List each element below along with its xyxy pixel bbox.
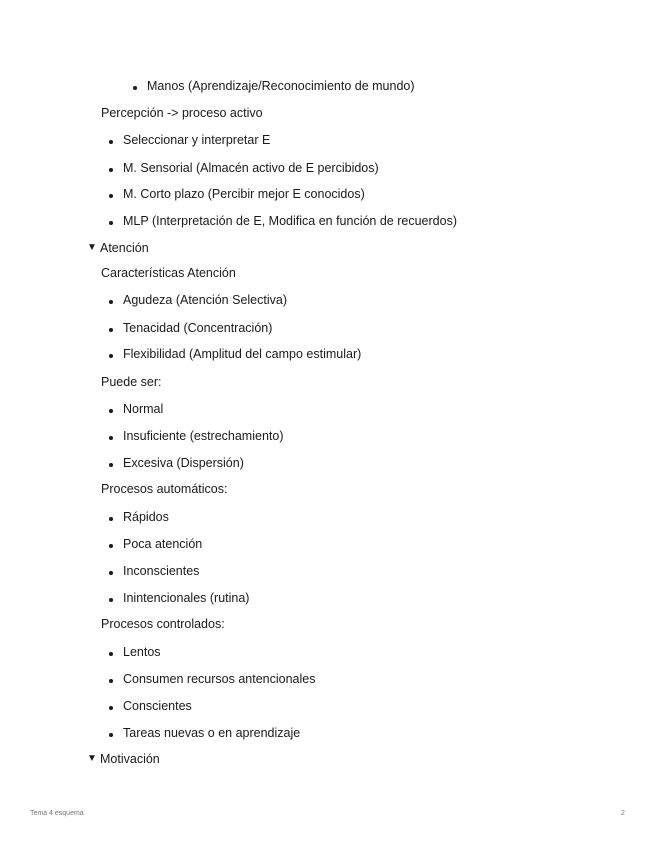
list-item: Rápidos <box>123 510 169 524</box>
list-item: Tareas nuevas o en aprendizaje <box>123 726 301 740</box>
percepcion-heading: Percepción -> proceso activo <box>101 106 263 120</box>
list-item: Consumen recursos antencionales <box>123 672 316 686</box>
list-item: Conscientes <box>123 699 192 713</box>
list-item: Seleccionar y interpretar E <box>123 133 271 147</box>
toggle-atencion[interactable]: ▼ Atención <box>100 241 149 255</box>
automaticos-heading: Procesos automáticos: <box>101 482 228 496</box>
list-item: Inintencionales (rutina) <box>123 591 250 605</box>
controlados-heading: Procesos controlados: <box>101 617 225 631</box>
list-item: Normal <box>123 402 164 416</box>
list-item: Poca atención <box>123 537 203 551</box>
list-item: Agudeza (Atención Selectiva) <box>123 293 287 307</box>
list-item: M. Sensorial (Almacén activo de E percibidos) <box>123 161 379 175</box>
caracteristicas-heading: Características Atención <box>101 266 236 280</box>
list-item: Lentos <box>123 645 161 659</box>
list-item-manos: Manos (Aprendizaje/Reconocimiento de mundo) <box>147 79 415 93</box>
list-item: MLP (Interpretación de E, Modifica en función de recuerdos) <box>123 214 457 228</box>
list-item: Flexibilidad (Amplitud del campo estimular) <box>123 347 362 361</box>
page-number: 2 <box>621 810 625 817</box>
list-item: M. Corto plazo (Percibir mejor E conocidos) <box>123 187 365 201</box>
list-item: Insuficiente (estrechamiento) <box>123 429 284 443</box>
toggle-motivacion[interactable]: ▼ Motivación <box>100 752 160 766</box>
list-item: Excesiva (Dispersión) <box>123 456 244 470</box>
puede-ser-heading: Puede ser: <box>101 375 162 389</box>
list-item: Inconscientes <box>123 564 200 578</box>
list-item: Tenacidad (Concentración) <box>123 321 273 335</box>
footer-title: Tema 4 esquema <box>30 810 84 817</box>
